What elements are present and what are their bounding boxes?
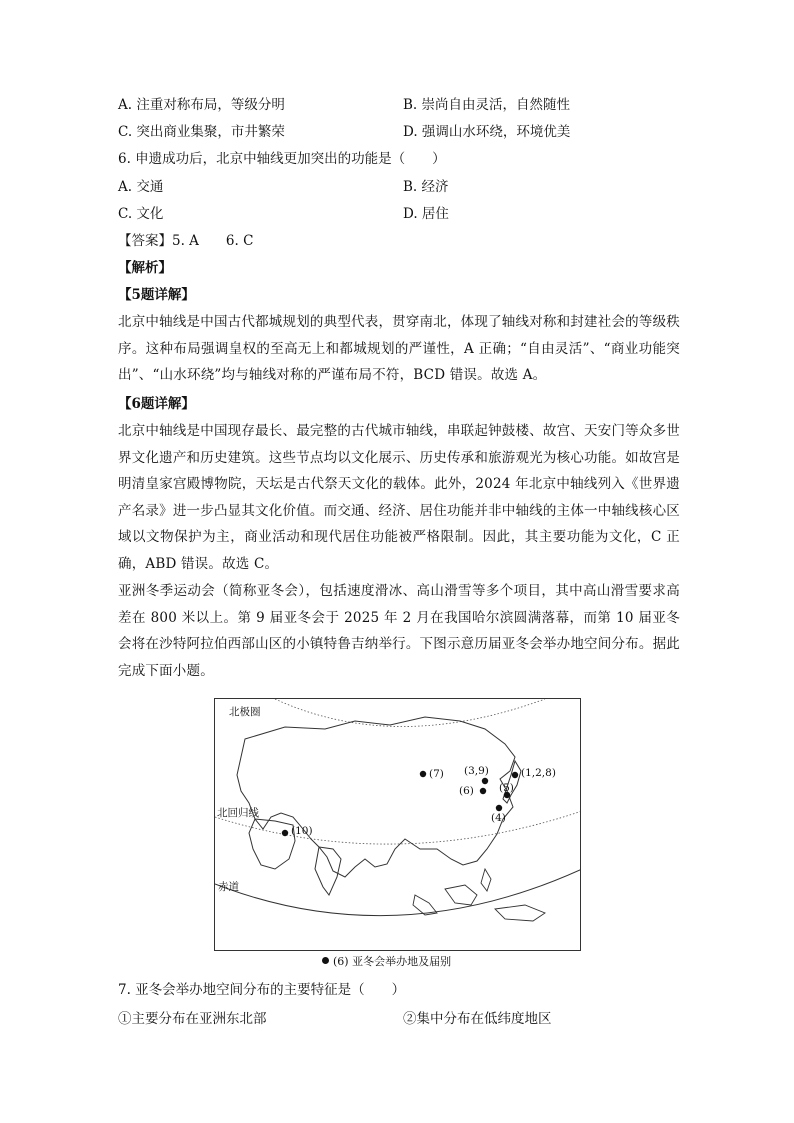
site-label-1-2-8: (1,2,8) — [521, 767, 556, 779]
legend-dot-icon — [322, 957, 329, 964]
philippines — [481, 869, 491, 891]
site-marker-6 — [480, 788, 486, 794]
map-caption — [322, 953, 451, 969]
q6-option-a: A. 交通 — [118, 179, 164, 195]
map-caption-text: (6) 亚冬会举办地及届别 — [333, 955, 452, 968]
q6-detail-label: 【6题详解】 — [118, 396, 195, 412]
site-label-3-9: (3,9) — [464, 765, 489, 777]
q5-option-d: D. 强调山水环绕，环境优美 — [403, 124, 571, 140]
asia-coastline — [237, 717, 515, 877]
asian-winter-games-map — [214, 698, 581, 951]
analysis-label: 【解析】 — [118, 260, 172, 276]
site-marker-7 — [420, 771, 426, 777]
q5-option-c: C. 突出商业集聚，市井繁荣 — [118, 124, 285, 140]
q6-detail-text: 北京中轴线是中国现存最长、最完整的古代城市轴线，串联起钟鼓楼、故宫、天安门等众多世界文化遗产和历史建筑。这些节点均以文化展示、历史传承和旅游观光为核心功能。如故宫是明清皇家宫殿博物院，天坛是古代祭天文化的载体。此外，2024 年北京中轴线列入《世界遗产名录》进一步凸显其文化价值。而交通、经济、居住功能并非中轴线的主体一中轴线核心区域以文物保护为主，商业活动和现代居住功能被严格限制。因此，其主要功能为文化，C 正确，ABD 错误。故选 C。 — [118, 423, 680, 572]
borneo — [445, 885, 477, 905]
site-label-10: (10) — [291, 825, 313, 837]
equator-line — [215, 869, 581, 916]
site-label-6: (6) — [459, 785, 474, 797]
new-guinea — [495, 905, 545, 921]
q5-detail-text: 北京中轴线是中国古代都城规划的典型代表，贯穿南北，体现了轴线对称和封建社会的等级秩序。这种布局强调皇权的至高无上和都城规划的严谨性，A 正确；“自由灵活”、“商业功能突出”、“山水环绕”均与轴线对称的严谨布局不符，BCD 错误。故选 A。 — [118, 314, 680, 383]
arctic-circle-line — [275, 699, 545, 727]
q7-option-1: ①主要分布在亚洲东北部 — [118, 1011, 267, 1027]
site-marker-4 — [496, 805, 502, 811]
q5-option-b: B. 崇尚自由灵活，自然随性 — [403, 97, 571, 113]
arctic-circle-label: 北极圈 — [229, 706, 261, 718]
intro-paragraph: 亚洲冬季运动会（简称亚冬会），包括速度滑冰、高山滑雪等多个项目，其中高山滑雪要求高差在 800 米以上。第 9 届亚冬会于 2025 年 2 月在我国哈尔滨圆满落幕，而第 10 届亚冬会将在沙特阿拉伯西部山区的小镇特鲁吉纳举行。下图示意历届亚冬会举办地空间分布。据此完成下面小题。 — [118, 583, 680, 679]
q6-stem: 6. 申遗成功后，北京中轴线更加突出的功能是（ ） — [118, 151, 446, 167]
equator-label: 赤道 — [218, 881, 239, 893]
q5-detail-label: 【5题详解】 — [118, 287, 195, 303]
answer-line: 【答案】5. A 6. C — [118, 233, 254, 249]
indian-subcontinent — [315, 847, 341, 895]
q6-option-b: B. 经济 — [403, 179, 449, 195]
q5-option-a: A. 注重对称布局，等级分明 — [118, 97, 285, 113]
site-marker-1-2-8 — [512, 772, 518, 778]
tropic-label: 北回归线 — [217, 807, 259, 819]
site-label-4: (4) — [491, 812, 506, 824]
tropic-line — [215, 811, 581, 844]
site-label-5: (5) — [499, 782, 514, 794]
q6-option-c: C. 文化 — [118, 206, 164, 222]
site-label-7: (7) — [429, 768, 444, 780]
q7-option-2: ②集中分布在低纬度地区 — [403, 1011, 552, 1027]
site-marker-3-9 — [482, 778, 488, 784]
site-marker-10 — [282, 830, 288, 836]
q7-stem: 7. 亚冬会举办地空间分布的主要特征是（ ） — [118, 982, 406, 998]
q6-option-d: D. 居住 — [403, 206, 449, 222]
arabian-peninsula — [249, 819, 295, 869]
map-graphic — [215, 699, 581, 951]
